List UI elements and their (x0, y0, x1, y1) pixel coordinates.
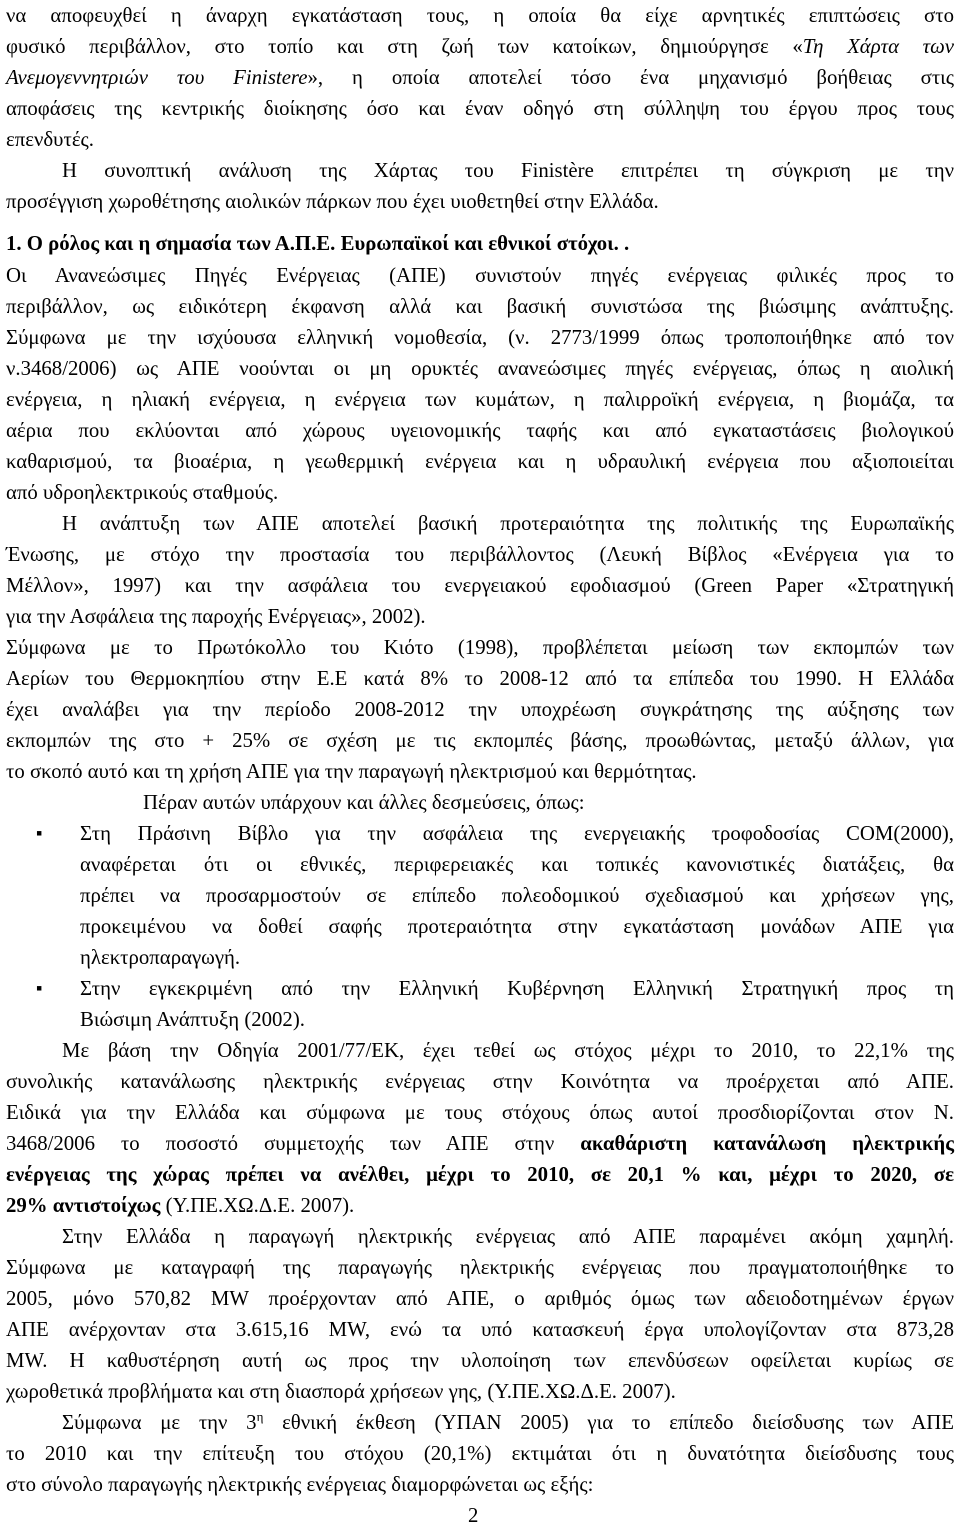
text-line: Σύμφωνα με το Πρωτόκολλο του Κιότο (1998), προβλέπεται μείωση των εκπομπών των (6, 636, 954, 659)
text-line: Πέραν αυτών υπάρχουν και άλλες δεσμεύσεις, όπως: (143, 791, 585, 814)
text-line: Στην Ελλάδα η παραγωγή ηλεκτρικής ενέργειας από ΑΠΕ παραμένει ακόμη χαμηλή. (62, 1225, 954, 1248)
bullet-text-line: Βιώσιμη Ανάπτυξη (2002). (80, 1008, 305, 1031)
bold-text: 29% αντιστοίχως (6, 1194, 161, 1217)
text-line: το 2010 και την επίτευξη του στόχου (20,1%) εκτιμάται ότι η δυνατότητα διείσδυσης τους (6, 1442, 954, 1465)
section-heading: 1. Ο ρόλος και η σημασία των Α.Π.Ε. Ευρωπαϊκοί και εθνικοί στόχοι. . (6, 232, 630, 255)
text-line: Οι Ανανεώσιμες Πηγές Ενέργειας (ΑΠΕ) συνιστούν πηγές ενέργειας φιλικές προς το (6, 264, 954, 287)
text-line (6, 1128, 954, 1159)
text-line: να αποφευχθεί η άναρχη εγκατάσταση τους, η οποία θα είχε αρνητικές επιπτώσεις στο (6, 4, 954, 27)
text-line (6, 1190, 954, 1221)
text-line: προσέγγιση χωροθέτησης αιολικών πάρκων που έχει υιοθετηθεί στην Ελλάδα. (6, 190, 659, 213)
text-span: », η οποία αποτελεί τόσο ένα μηχανισμό βοήθειας στις (307, 66, 955, 89)
bullet-text-line: Στην εγκεκριμένη από την Ελληνική Κυβέρνηση Ελληνική Στρατηγική προς τη (80, 977, 954, 1000)
bullet-text-line: προκειμένου να δοθεί σαφής προτεραιότητα στην εγκατάσταση μονάδων ΑΠΕ για (80, 915, 954, 938)
text-line (6, 31, 954, 62)
text-line: χωροθετικά προβλήματα και στη διασπορά χρήσεων γης, (Υ.ΠΕ.ΧΩ.Δ.Ε. 2007). (6, 1380, 676, 1403)
text-line: Μέλλον», 1997) και την ασφάλεια του ενεργειακού εφοδιασμού (Green Paper «Στρατηγική (6, 574, 954, 597)
bullet-text-line: Στη Πράσινη Βίβλο για την ασφάλεια της ενεργειακής τροφοδοσίας COM(2000), (80, 822, 954, 845)
text-span: φυσικό περιβάλλον, στο τοπίο και στη ζωή των κατοίκων, δημιούργησε « (6, 35, 803, 58)
bullet-text-line: αναφέρεται ότι οι εθνικές, περιφερειακές και τοπικές κανονιστικές διατάξεις, θα (80, 853, 954, 876)
text-line: για την Ασφάλεια της παροχής Ενέργειας», 2002). (6, 605, 426, 628)
text-line: έχει αναλάβει για την περίοδο 2008-2012 την υποχρέωση συγκράτησης της αύξησης των (6, 698, 954, 721)
page-number: 2 (468, 1504, 479, 1527)
text-line: Σύμφωνα με την ισχύουσα ελληνική νομοθεσία, (ν. 2773/1999 όπως τροποποιήθηκε από τον (6, 326, 954, 349)
bullet-icon: ▪ (36, 823, 43, 843)
bold-text: ακαθάριστη κατανάλωση ηλεκτρικής (580, 1132, 954, 1155)
text-line: ενέργεια, η ηλιακή ενέργεια, η ενέργεια των κυμάτων, η παλιρροϊκή ενέργεια, η βιομάζα, τα (6, 388, 954, 411)
superscript: η (256, 1409, 264, 1424)
bullet-icon: ▪ (36, 978, 43, 998)
text-line: Ειδικά για την Ελλάδα και σύμφωνα με τους στόχους όπως αυτοί προσδιορίζονται στον Ν. (6, 1101, 954, 1124)
text-line: Ένωσης, με στόχο την προστασία του περιβάλλοντος (Λευκή Βίβλος «Ενέργεια για το (6, 543, 954, 566)
text-line: Αερίων του Θερμοκηπίου στην Ε.Ε κατά 8% το 2008-12 από τα επίπεδα του 1990. Η Ελλάδα (6, 667, 954, 690)
bullet-text-line: πρέπει να προσαρμοστούν σε επίπεδο πολεοδομικού σχεδιασμού και χρήσεων γης, (80, 884, 954, 907)
text-span: εθνική έκθεση (ΥΠΑΝ 2005) για το επίπεδο διείσδυσης των ΑΠΕ (263, 1411, 954, 1434)
text-span: Σύμφωνα με την 3 (62, 1411, 257, 1434)
italic-title: Ανεμογεννητριών του Finistere (6, 66, 308, 89)
text-line: εκπομπών της στο + 25% σε σχέση με τις εκπομπές βάσης, προωθώντας, μεταξύ άλλων, για (6, 729, 954, 752)
text-line: MW. Η καθυστέρηση αυτή ως προς την υλοποίηση τωv επενδύσεων οφείλεται κυρίως σε (6, 1349, 954, 1372)
text-span: 3468/2006 το ποσοστό συμμετοχής των ΑΠΕ στην (6, 1132, 581, 1155)
text-line: καθαρισμού, τα βιοαέρια, η γεωθερμική ενέργεια και η υδραυλική ενέργεια που αξιοποιείται (6, 450, 954, 473)
text-line: επενδυτές. (6, 128, 94, 151)
text-line: αποφάσεις της κεντρικής διοίκησης όσο και έναν οδηγό στη σύλληψη του έργου προς τους (6, 97, 954, 120)
text-line (6, 62, 954, 93)
text-line: από υδροηλεκτρικούς σταθμούς. (6, 481, 279, 504)
text-line: 2005, μόνο 570,82 MW προέρχονταν από ΑΠΕ, ο αριθμός όμως των αδειοδοτημένων έργων (6, 1287, 954, 1310)
text-line: ν.3468/2006) ως ΑΠΕ νοούνται οι μη ορυκτές ανανεώσιμες πηγές ενέργειας, όπως η αιολική (6, 357, 954, 380)
document-page (6, 0, 954, 1537)
text-line (62, 1407, 954, 1438)
text-line: περιβάλλον, ως ειδικότερη έκφανση αλλά και βασική συνιστώσα της βιώσιμης ανάπτυξης. (6, 295, 954, 318)
text-line: αέρια που εκλύονται από χώρους υγειονομικής ταφής και από εγκαταστάσεις βιολογικού (6, 419, 954, 442)
text-line: Η ανάπτυξη των ΑΠΕ αποτελεί βασική προτεραιότητα της πολιτικής της Ευρωπαϊκής (62, 512, 954, 535)
text-line: ΑΠΕ ανέρχονταν στα 3.615,16 MW, ενώ τα υπό κατασκευή έργα υπολογίζονταν στα 873,28 (6, 1318, 954, 1341)
text-line: Η συνοπτική ανάλυση της Χάρτας του Finistère επιτρέπει τη σύγκριση με την (62, 159, 954, 182)
text-line: στο σύνολο παραγωγής ηλεκτρικής ενέργειας διαμορφώνεται ως εξής: (6, 1473, 594, 1496)
text-line: Σύμφωνα με καταγραφή της παραγωγής ηλεκτρικής ενέργειας που πραγματοποιήθηκε το (6, 1256, 954, 1279)
text-line: Με βάση την Οδηγία 2001/77/ΕΚ, έχει τεθεί ως στόχος μέχρι το 2010, το 22,1% της (62, 1039, 954, 1062)
italic-title: Τη Χάρτα των (802, 35, 954, 58)
bullet-text-line: ηλεκτροπαραγωγή. (80, 946, 241, 969)
bold-text-line: ενέργειας της χώρας πρέπει να ανέλθει, μέχρι το 2010, σε 20,1 % και, μέχρι το 2020, σε (6, 1163, 954, 1186)
text-line: το σκοπό αυτό και τη χρήση ΑΠΕ για την παραγωγή ηλεκτρισμού και θερμότητας. (6, 760, 697, 783)
text-span: (Υ.ΠΕ.ΧΩ.Δ.Ε. 2007). (160, 1194, 355, 1217)
text-line: συνολικής κατανάλωσης ηλεκτρικής ενέργειας στην Κοινότητα να προέρχεται από ΑΠΕ. (6, 1070, 954, 1093)
